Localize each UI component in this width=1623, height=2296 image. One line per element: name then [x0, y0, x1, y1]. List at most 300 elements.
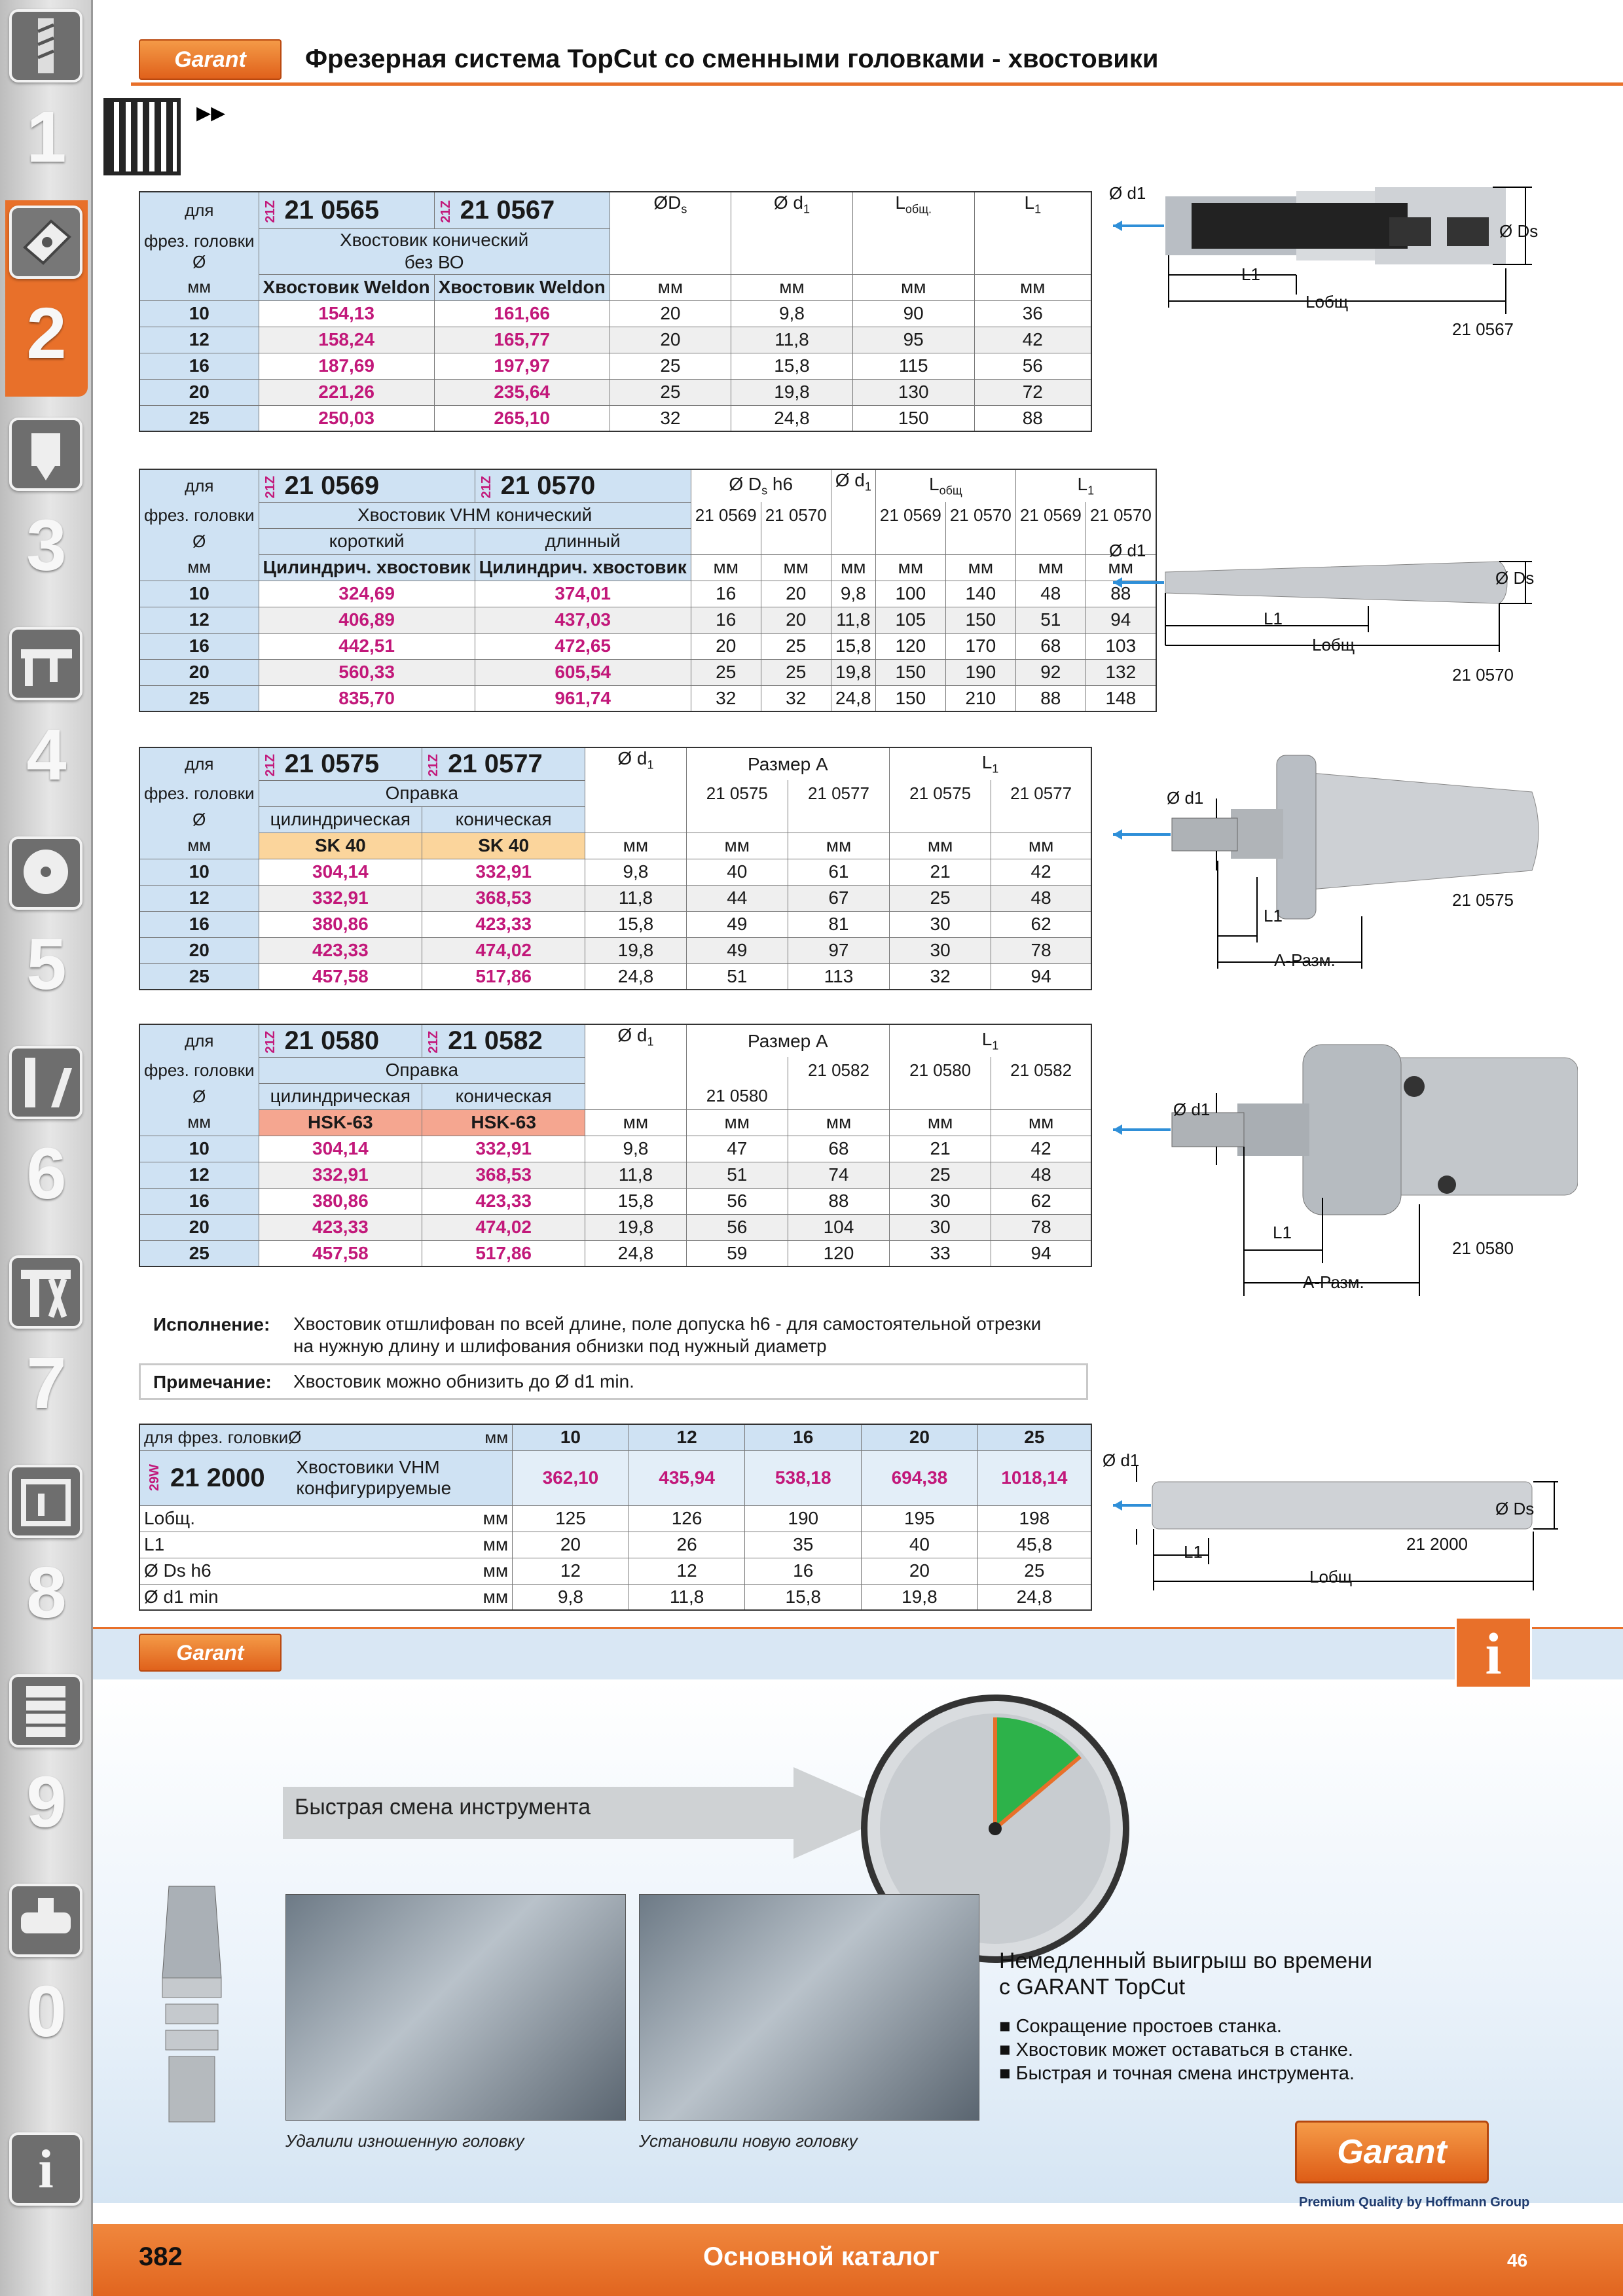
head-diameter: 12	[139, 607, 259, 633]
value-cell: 16	[691, 607, 761, 633]
brand-tagline: Premium Quality by Hoffmann Group	[1299, 2195, 1530, 2210]
price-cell: 406,89	[259, 607, 475, 633]
value-cell: 47	[686, 1136, 788, 1162]
price-cell: 474,02	[422, 937, 585, 963]
table-row	[139, 885, 1091, 911]
value-cell: 78	[991, 937, 1091, 963]
catalog-title: Основной каталог	[703, 2242, 939, 2271]
qr-code[interactable]	[103, 98, 181, 175]
table-row	[139, 1136, 1091, 1162]
chapter-tab-7[interactable]	[5, 1250, 88, 1446]
price-cell: 442,51	[259, 633, 475, 659]
price-cell: 324,69	[259, 581, 475, 607]
price-cell: 265,10	[434, 405, 610, 431]
value-cell: 105	[875, 607, 945, 633]
value-cell: 51	[1015, 607, 1085, 633]
price-cell: 474,02	[422, 1214, 585, 1240]
pliers-icon	[9, 1255, 82, 1329]
note-text: Хвостовик можно обнизить до Ø d1 min.	[293, 1371, 634, 1391]
value-cell: 190	[745, 1505, 862, 1532]
header-divider	[131, 82, 1623, 86]
section-page-number: 46	[1507, 2250, 1528, 2270]
param-label: Ø d1 min мм	[139, 1584, 513, 1610]
value-cell: 15,8	[731, 353, 853, 379]
price-cell: 221,26	[259, 379, 434, 405]
value-cell: 59	[686, 1240, 788, 1266]
workbench-icon	[9, 1465, 82, 1538]
value-cell: 56	[974, 353, 1091, 379]
table-210565: для 21Z 21 0565 21Z 21 0567 $ØD_s$ Ø $d_1$ $L_{общ.}$ $L_1$ фрез. головки Ø Хвостовик конический без ВО мм Хвостовик Weldon Хвостовик Weldon мм мм мм мм 10 154,13 161,66 20 9,8 90 36 12 158,24 165,77 20 11,8 95 42 16 187,69 197,97 25 15,8 115 56 20 221,26 235,64 25 19,8 130 72 25 250,03 265,10 32 24,8 150 88	[139, 191, 1092, 432]
table-row	[139, 685, 1156, 711]
safety-goggles-icon	[9, 1884, 82, 1957]
value-cell: 88	[788, 1188, 889, 1214]
table-row	[139, 581, 1156, 607]
value-cell: 67	[788, 885, 889, 911]
chapter-number: 8	[26, 1552, 67, 1633]
table-210569: для 21Z 21 0569 21Z 21 0570 Ø $D_s$ h6 Ø $d_1$ $L_{общ}$ $L_1$ фрез. головки Хвостовик VHM конический 21 0569 21 0570 21 0569 21 0570 21 0569 21 0570 Ø короткий длинный мм Цилиндрич. хвостовик Цилиндрич. хвостовик мм мм мм мм мм мм мм 10 324,69 374,01 16 20 9,8 100 140 48 88 12 406,89 437,03 16 20 11,8 105 150 51 94 16 442,51 472,65 20 25 15,8 120 170 68 103 20 560,33 605,54 25 25 19,8 150 190 92 132 25 835,70 961,74 32 32 24,8 150 210 88 148	[139, 469, 1157, 712]
head-diameter: 16	[139, 353, 259, 379]
col-l1: $L_1$	[974, 192, 1091, 274]
garant-brand-logo: Garant	[1295, 2121, 1489, 2183]
chapter-tab-0[interactable]	[5, 1878, 88, 2075]
value-cell: 120	[788, 1240, 889, 1266]
value-cell: 21	[890, 859, 991, 885]
chapter-tab-info[interactable]	[5, 2127, 88, 2224]
chapter-number: 6	[26, 1134, 67, 1214]
value-cell: 11,8	[585, 1162, 687, 1188]
head-diameter: 25	[139, 1240, 259, 1266]
table-row	[139, 1214, 1091, 1240]
page-number: 382	[139, 2242, 183, 2271]
price-cell: 158,24	[259, 327, 434, 353]
table-row	[139, 607, 1156, 633]
speed-arrow-text: Быстрая смена инструмента	[295, 1795, 591, 1820]
price-cell: 423,33	[259, 1214, 422, 1240]
chapter-number: 5	[26, 924, 67, 1005]
value-cell: 25	[890, 885, 991, 911]
table-row	[139, 327, 1091, 353]
head-diameter: 12	[139, 885, 259, 911]
value-cell: 16	[691, 581, 761, 607]
arbor-drawing-sk40	[1106, 746, 1578, 982]
value-cell: 104	[788, 1214, 889, 1240]
col-d1: Ø $d_1$	[731, 192, 853, 274]
dim-a: A-Разм.	[1303, 1272, 1364, 1292]
drawing-label: 21 0580	[1452, 1238, 1514, 1258]
table-row	[139, 911, 1091, 937]
value-cell: 45,8	[977, 1532, 1091, 1558]
value-cell: 150	[945, 607, 1015, 633]
value-cell: 148	[1085, 685, 1156, 711]
price-cell: 835,70	[259, 685, 475, 711]
head-diameter: 20	[139, 1214, 259, 1240]
value-cell: 9,8	[585, 859, 687, 885]
value-cell: 15,8	[585, 911, 687, 937]
value-cell: 25	[890, 1162, 991, 1188]
value-cell: 62	[991, 911, 1091, 937]
value-cell: 113	[788, 963, 889, 990]
article-number: 21 0565	[284, 195, 380, 224]
value-cell: 24,8	[977, 1584, 1091, 1610]
note-label: Примечание:	[153, 1372, 272, 1392]
article-number: 21 0575	[284, 749, 380, 778]
value-cell: 19,8	[862, 1584, 978, 1610]
dim-a: A-Разм.	[1274, 950, 1336, 970]
price-cell: 380,86	[259, 911, 422, 937]
price-cell: 457,58	[259, 963, 422, 990]
tap-icon	[9, 418, 82, 491]
execution-text: Хвостовик отшлифован по всей длине, поле допуска h6 - для самостоятельной отрезки на нужную длину и шлифования обнизки под нужный диаметр	[293, 1314, 1042, 1356]
table-row	[139, 937, 1091, 963]
value-cell: 25	[761, 633, 831, 659]
drill-icon	[9, 9, 82, 82]
value-cell: 30	[890, 1188, 991, 1214]
value-cell: 11,8	[585, 885, 687, 911]
value-cell: 198	[977, 1505, 1091, 1532]
value-cell: 42	[974, 327, 1091, 353]
dim-ltotal: Lобщ	[1309, 1567, 1353, 1587]
value-cell: 24,8	[585, 963, 687, 990]
table-row	[139, 963, 1091, 990]
value-cell: 68	[1015, 633, 1085, 659]
promo-bullet: ■ Хвостовик может оставаться в станке.	[999, 2039, 1353, 2060]
promo-heading: Немедленный выигрыш во времени с GARANT TopCut	[999, 1948, 1372, 2000]
param-label: L1 мм	[139, 1532, 513, 1558]
value-cell: 195	[862, 1505, 978, 1532]
execution-label: Исполнение:	[153, 1314, 270, 1335]
value-cell: 32	[610, 405, 731, 431]
value-cell: 12	[629, 1558, 745, 1584]
value-cell: 20	[862, 1558, 978, 1584]
value-cell: 81	[788, 911, 889, 937]
table-row	[139, 859, 1091, 885]
chapter-number: 1	[26, 97, 67, 177]
price-cell: 380,86	[259, 1188, 422, 1214]
cabinet-icon	[9, 1674, 82, 1748]
article-number: 21 0580	[284, 1026, 380, 1055]
value-cell: 48	[991, 1162, 1091, 1188]
value-cell: 42	[991, 1136, 1091, 1162]
dim-ds: Ø Ds	[1495, 1499, 1535, 1518]
caption-remove-head: Удалили изношенную головку	[285, 2131, 524, 2151]
value-cell: 15,8	[745, 1584, 862, 1610]
drawing-label: 21 2000	[1406, 1534, 1468, 1554]
drawing-label: 21 0567	[1452, 319, 1514, 339]
head-diameter: 10	[139, 300, 259, 327]
value-cell: 88	[974, 405, 1091, 431]
dim-l1: L1	[1184, 1542, 1203, 1562]
article-number: 21 0570	[500, 471, 596, 500]
garant-logo: Garant	[139, 1634, 282, 1672]
value-cell: 150	[875, 659, 945, 685]
value-cell: 12	[513, 1558, 629, 1584]
price-cell: 154,13	[259, 300, 434, 327]
price-cell: 472,65	[475, 633, 691, 659]
table-row	[139, 633, 1156, 659]
value-cell: 15,8	[585, 1188, 687, 1214]
value-cell: 35	[745, 1532, 862, 1558]
param-label: Lобщ. мм	[139, 1505, 513, 1532]
value-cell: 51	[686, 1162, 788, 1188]
value-cell: 40	[862, 1532, 978, 1558]
dim-ds: Ø Ds	[1495, 568, 1535, 588]
dim-ltotal: Lобщ	[1305, 292, 1349, 312]
caption-install-head: Установили новую головку	[639, 2131, 858, 2151]
value-cell: 92	[1015, 659, 1085, 685]
value-cell: 30	[890, 1214, 991, 1240]
value-cell: 150	[875, 685, 945, 711]
value-cell: 9,8	[731, 300, 853, 327]
article-number: 21 0577	[448, 749, 543, 778]
price-cell: 332,91	[422, 1136, 585, 1162]
value-cell: 61	[788, 859, 889, 885]
caliper-icon	[9, 627, 82, 700]
value-cell: 32	[691, 685, 761, 711]
chapter-tab-5[interactable]	[5, 831, 88, 1028]
table-row	[139, 379, 1091, 405]
value-cell: 210	[945, 685, 1015, 711]
head-diameter: 10	[139, 859, 259, 885]
price-cell: 368,53	[422, 1162, 585, 1188]
article-number: 21 0582	[448, 1026, 543, 1055]
value-cell: 16	[745, 1558, 862, 1584]
dim-d1: Ø d1	[1167, 788, 1204, 808]
head-diameter: 12	[139, 327, 259, 353]
price-cell: 332,91	[422, 859, 585, 885]
chapter-tab-strip	[0, 0, 93, 2296]
head-diameter: 25	[139, 405, 259, 431]
price-cell: 161,66	[434, 300, 610, 327]
chapter-number: 4	[26, 715, 67, 795]
price-cell: 961,74	[475, 685, 691, 711]
value-cell: 20	[761, 607, 831, 633]
chapter-number: 9	[26, 1762, 67, 1842]
value-cell: 25	[691, 659, 761, 685]
garant-logo: Garant	[139, 39, 282, 80]
value-cell: 21	[890, 1136, 991, 1162]
value-cell: 32	[890, 963, 991, 990]
table-row	[139, 1162, 1091, 1188]
table-212000: для фрез. головкиØ мм 10 12 16 20 25 29W 21 2000 Хвостовики VHM конфигурируемые 362,10 435,94 538,18 694,38 1018,14 Lобщ. мм 125 126 190 195 198 L1 мм 20 26 35 40 45,8 Ø Ds h6 мм 12 12 16 20 25 Ø d1 min мм 9,8 11,8 15,8 19,8 24,8	[139, 1424, 1092, 1611]
dim-d1: Ø d1	[1109, 541, 1146, 560]
info-icon[interactable]: i	[1455, 1617, 1532, 1689]
table-row	[139, 1558, 1091, 1584]
value-cell: 32	[761, 685, 831, 711]
value-cell: 11,8	[831, 607, 875, 633]
value-cell: 40	[686, 859, 788, 885]
value-cell: 51	[686, 963, 788, 990]
dim-l1: L1	[1264, 906, 1283, 925]
value-cell: 11,8	[731, 327, 853, 353]
price-cell: 332,91	[259, 1162, 422, 1188]
table-row	[139, 300, 1091, 327]
value-cell: 150	[852, 405, 974, 431]
head-diameter: 10	[139, 581, 259, 607]
photo-install-head	[639, 1894, 979, 2121]
chapter-tab-6[interactable]	[5, 1041, 88, 1237]
value-cell: 24,8	[831, 685, 875, 711]
table-210580: для 21Z 21 0580 21Z 21 0582 Ø $d_1$ Размер A $L_1$ фрез. головки Оправка 21 0582 21 0580 21 0582 Ø цилиндрическая коническая 21 0580 мм HSK-63 HSK-63 мм мм мм мм мм 10 304,14 332,91 9,8 47 68 21 42 12 332,91 368,53 11,8 51 74 25 48 16 380,86 423,33 15,8 56 88 30 62 20 423,33 474,02 19,8 56 104 30 78 25 457,58 517,86 24,8 59 120 33 94	[139, 1024, 1092, 1267]
page-title: Фрезерная система TopCut со сменными головками - хвостовики	[305, 45, 1159, 73]
value-cell: 30	[890, 911, 991, 937]
head-diameter: 25	[139, 963, 259, 990]
promo-bullet: ■ Сокращение простоев станка.	[999, 2016, 1282, 2037]
head-diameter: 12	[139, 1162, 259, 1188]
value-cell: 25	[977, 1558, 1091, 1584]
dim-l1: L1	[1264, 609, 1283, 628]
table-row	[139, 1505, 1091, 1532]
dim-ltotal: Lобщ	[1312, 635, 1355, 655]
dim-ds: Ø Ds	[1499, 221, 1539, 241]
head-diameter: 16	[139, 633, 259, 659]
price-cell: 165,77	[434, 327, 610, 353]
value-cell: 56	[686, 1188, 788, 1214]
value-cell: 25	[761, 659, 831, 685]
price-cell: 423,33	[259, 937, 422, 963]
info-icon: i	[9, 2132, 82, 2206]
value-cell: 68	[788, 1136, 889, 1162]
price-cell: 304,14	[259, 1136, 422, 1162]
price-cell: 517,86	[422, 963, 585, 990]
chapter-number: 2	[26, 293, 67, 374]
table-row	[139, 659, 1156, 685]
value-cell: 74	[788, 1162, 889, 1188]
price-cell: 605,54	[475, 659, 691, 685]
forward-arrows-icon[interactable]: ▸▸	[196, 96, 226, 129]
milling-head-photo	[149, 1880, 234, 2128]
chapter-tab-9[interactable]	[5, 1669, 88, 1865]
value-cell: 62	[991, 1188, 1091, 1214]
dim-l1: L1	[1241, 264, 1260, 284]
value-cell: 48	[1015, 581, 1085, 607]
dim-l1: L1	[1273, 1223, 1292, 1242]
head-diameter: 20	[139, 659, 259, 685]
value-cell: 100	[875, 581, 945, 607]
value-cell: 30	[890, 937, 991, 963]
chapter-tab-8[interactable]	[5, 1460, 88, 1656]
price-cell: 235,64	[434, 379, 610, 405]
article-number: 21 0569	[284, 471, 380, 500]
value-cell: 56	[686, 1214, 788, 1240]
price-cell: 250,03	[259, 405, 434, 431]
promo-bullet: ■ Быстрая и точная смена инструмента.	[999, 2063, 1355, 2084]
price-cell: 423,33	[422, 911, 585, 937]
value-cell: 20	[761, 581, 831, 607]
drawing-label: 21 0570	[1452, 665, 1514, 685]
col-ltotal: $L_{общ.}$	[852, 192, 974, 274]
value-cell: 90	[852, 300, 974, 327]
value-cell: 140	[945, 581, 1015, 607]
head-diameter: 16	[139, 911, 259, 937]
chapter-tab-2[interactable]	[5, 200, 88, 397]
price-cell: 374,01	[475, 581, 691, 607]
value-cell: 25	[610, 353, 731, 379]
price-cell: 332,91	[259, 885, 422, 911]
table-row	[139, 1240, 1091, 1266]
price-cell: 368,53	[422, 885, 585, 911]
value-cell: 20	[610, 327, 731, 353]
value-cell: 49	[686, 911, 788, 937]
value-cell: 103	[1085, 633, 1156, 659]
value-cell: 20	[513, 1532, 629, 1558]
value-cell: 95	[852, 327, 974, 353]
chapter-number: 3	[26, 505, 67, 586]
article-number: 21 2000	[170, 1463, 265, 1492]
table-row	[139, 353, 1091, 379]
dim-d1: Ø d1	[1173, 1100, 1211, 1119]
chapter-tab-4[interactable]	[5, 622, 88, 818]
value-cell: 97	[788, 937, 889, 963]
price-cell: 197,97	[434, 353, 610, 379]
value-cell: 9,8	[585, 1136, 687, 1162]
value-cell: 115	[852, 353, 974, 379]
value-cell: 9,8	[513, 1584, 629, 1610]
value-cell: 24,8	[731, 405, 853, 431]
price-cell: 187,69	[259, 353, 434, 379]
value-cell: 94	[1085, 607, 1156, 633]
col-ds: $ØD_s$	[610, 192, 731, 274]
value-cell: 20	[691, 633, 761, 659]
value-cell: 120	[875, 633, 945, 659]
value-cell: 9,8	[831, 581, 875, 607]
value-cell: 25	[610, 379, 731, 405]
value-cell: 19,8	[831, 659, 875, 685]
value-cell: 24,8	[585, 1240, 687, 1266]
value-cell: 19,8	[585, 1214, 687, 1240]
head-diameter: 20	[139, 379, 259, 405]
dim-d1: Ø d1	[1109, 183, 1146, 203]
price-cell: 457,58	[259, 1240, 422, 1266]
value-cell: 94	[991, 963, 1091, 990]
value-cell: 48	[991, 885, 1091, 911]
chapter-tab-1[interactable]	[5, 4, 88, 200]
value-cell: 78	[991, 1214, 1091, 1240]
table-row	[139, 405, 1091, 431]
value-cell: 49	[686, 937, 788, 963]
grinding-disc-icon	[9, 836, 82, 910]
value-cell: 15,8	[831, 633, 875, 659]
value-cell: 130	[852, 379, 974, 405]
value-cell: 72	[974, 379, 1091, 405]
value-cell: 19,8	[585, 937, 687, 963]
milling-insert-icon	[9, 206, 82, 279]
dim-d1: Ø d1	[1103, 1450, 1140, 1470]
value-cell: 132	[1085, 659, 1156, 685]
value-cell: 94	[991, 1240, 1091, 1266]
param-label: Ø Ds h6 мм	[139, 1558, 513, 1584]
value-cell: 190	[945, 659, 1015, 685]
table-row	[139, 1532, 1091, 1558]
value-cell: 33	[890, 1240, 991, 1266]
chapter-number: 0	[26, 1971, 67, 2052]
table-210575: для 21Z 21 0575 21Z 21 0577 Ø $d_1$ Размер A $L_1$ фрез. головки Оправка 21 0575 21 0577 21 0575 21 0577 Ø цилиндрическая коническая мм SK 40 SK 40 мм мм мм мм мм 10 304,14 332,91 9,8 40 61 21 42 12 332,91 368,53 11,8 44 67 25 48 16 380,86 423,33 15,8 49 81 30 62 20 423,33 474,02 19,8 49 97 30 78 25 457,58 517,86 24,8 51 113 32 94	[139, 747, 1092, 990]
value-cell: 26	[629, 1532, 745, 1558]
value-cell: 126	[629, 1505, 745, 1532]
head-diameter: 25	[139, 685, 259, 711]
chapter-tab-3[interactable]	[5, 412, 88, 609]
photo-remove-head	[285, 1894, 626, 2121]
value-cell: 88	[1085, 581, 1156, 607]
promo-header-band	[93, 1627, 1623, 1679]
table-row	[139, 1584, 1091, 1610]
article-number: 21 0567	[460, 195, 555, 224]
price-cell: 304,14	[259, 859, 422, 885]
value-cell: 125	[513, 1505, 629, 1532]
head-diameter: 10	[139, 1136, 259, 1162]
head-diameter: 16	[139, 1188, 259, 1214]
value-cell: 20	[610, 300, 731, 327]
value-cell: 19,8	[731, 379, 853, 405]
